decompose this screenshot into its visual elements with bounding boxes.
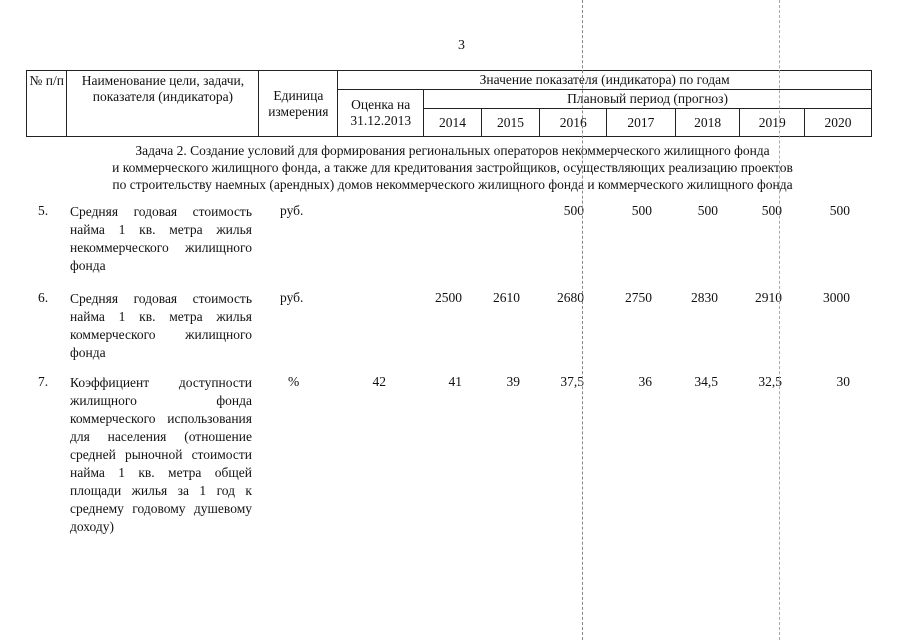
- task-heading: [0, 142, 905, 193]
- row-indicator-name: Коэффициент доступности жилищного фонда коммерческого использования для населения (отношение средней рыночной стоимости найма 1 кв. метра общей площади жилья за 1 год к среднему годовому душевому доходу): [70, 375, 252, 534]
- scan-artifact-line: [582, 0, 583, 640]
- row-number: 6.: [38, 290, 49, 305]
- page-number: 3: [458, 38, 465, 53]
- row-value-2017: 36: [638, 374, 652, 389]
- row-value-2016: 37,5: [560, 374, 584, 389]
- row-value-2020: 30: [836, 374, 850, 389]
- row-value-2018: 2830: [691, 290, 718, 305]
- task-line: по строительству наемных (арендных) домов некоммерческого жилищного фонда и коммерческого жилищного фонда: [112, 177, 793, 192]
- row-value-2014: 41: [448, 374, 462, 389]
- row-indicator-name: Средняя годовая стоимость найма 1 кв. метра жилья некоммерческого жилищного фонда: [70, 204, 252, 273]
- row-value-2018: 500: [697, 203, 718, 218]
- header-year: 2019: [740, 109, 805, 137]
- row-value-2019: 500: [761, 203, 782, 218]
- row-value-2020: 3000: [823, 290, 850, 305]
- row-value-2016: 500: [563, 203, 584, 218]
- row-value-2015: 2610: [493, 290, 520, 305]
- header-values-group: Значение показателя (индикатора) по годам: [338, 71, 872, 90]
- row-value-2020: 500: [829, 203, 850, 218]
- row-value-2014: 2500: [435, 290, 462, 305]
- header-year: 2015: [481, 109, 540, 137]
- row-value-2017: 500: [631, 203, 652, 218]
- row-value-2018: 34,5: [694, 374, 718, 389]
- row-number: 7.: [38, 374, 49, 389]
- row-value-2016: 2680: [557, 290, 584, 305]
- task-line: и коммерческого жилищного фонда, а также для кредитования застройщиков, осуществляющих реализацию проектов: [112, 160, 793, 175]
- header-estimate: Оценка на 31.12.2013: [338, 90, 424, 137]
- indicator-header-table: [26, 70, 872, 137]
- row-number: 5.: [38, 203, 49, 218]
- header-unit: Единица измерения: [259, 71, 338, 137]
- header-num: № п/п: [27, 71, 67, 137]
- row-value-2015: 39: [506, 374, 520, 389]
- row-unit: руб.: [280, 203, 304, 218]
- scan-artifact-line: [779, 0, 780, 640]
- row-indicator-name: Средняя годовая стоимость найма 1 кв. метра жилья коммерческого жилищного фонда: [70, 291, 252, 360]
- header-name: Наименование цели, задачи, показателя (индикатора): [67, 71, 259, 137]
- header-year: 2017: [607, 109, 676, 137]
- header-plan-group: Плановый период (прогноз): [424, 90, 872, 109]
- header-year: 2018: [675, 109, 740, 137]
- row-value-2019: 2910: [755, 290, 782, 305]
- task-line: Задача 2. Создание условий для формирования региональных операторов некоммерческого жилищного фонда: [135, 143, 770, 158]
- header-year: 2016: [540, 109, 607, 137]
- header-year: 2014: [424, 109, 482, 137]
- row-value-2017: 2750: [625, 290, 652, 305]
- row-unit: %: [288, 374, 300, 389]
- row-unit: руб.: [280, 290, 304, 305]
- row-estimate: 42: [372, 374, 386, 389]
- row-value-2019: 32,5: [758, 374, 782, 389]
- header-year: 2020: [805, 109, 872, 137]
